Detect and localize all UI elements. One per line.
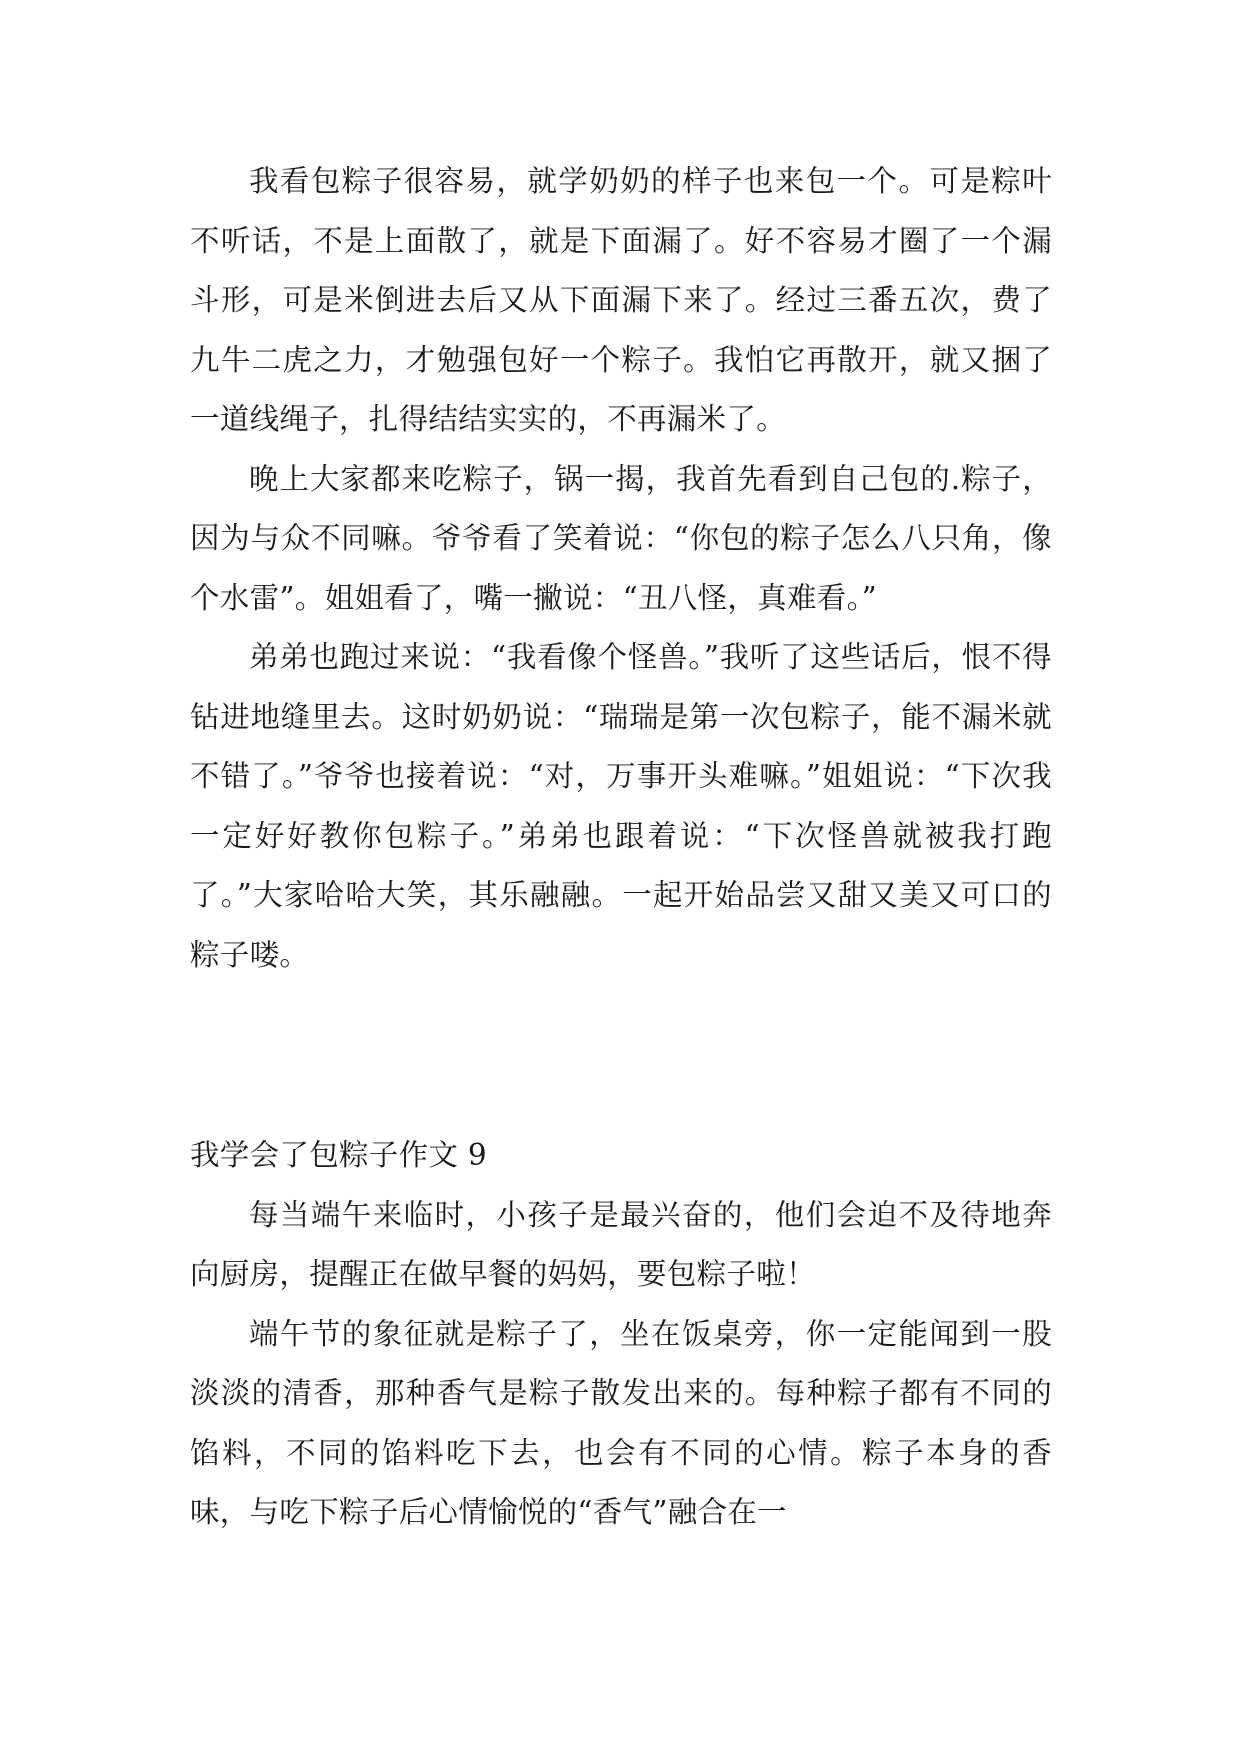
paragraph-wrapping-zongzi: 我看包粽子很容易，就学奶奶的样子也来包一个。可是粽叶不听话，不是上面散了，就是下面漏了。好不容易才圈了一个漏斗形，可是米倒进去后又从下面漏下来了。经过三番五次，费了九牛二虎之力，才勉强包好一个粽子。我怕它再散开，就又捆了一道线绳子，扎得结结实实的，不再漏米了。 [190, 164, 1052, 436]
essay-body-part1 [190, 152, 1052, 985]
essay-body-part2 [190, 1126, 1052, 1543]
paragraph-zongzi-fragrance: 端午节的象征就是粽子了，坐在饭桌旁，你一定能闻到一股淡淡的清香，那种香气是粽子散发出来的。每种粽子都有不同的馅料，不同的馅料吃下去，也会有不同的心情。粽子本身的香味，与吃下粽子后心情愉悦的“香气”融合在一 [190, 1316, 1052, 1529]
paragraph-evening-dinner: 晚上大家都来吃粽子，锅一揭，我首先看到自己包的.粽子，因为与众不同嘛。爷爷看了笑着说：“你包的粽子怎么八只角，像个水雷”。姐姐看了，嘴一撇说：“丑八怪，真难看。” [190, 461, 1052, 615]
paragraph-family-comments: 弟弟也跑过来说：“我看像个怪兽。”我听了这些话后，恨不得钻进地缝里去。这时奶奶说：“瑞瑞是第一次包粽子，能不漏米就不错了。”爷爷也接着说：“对，万事开头难嘛。”姐姐说：“下次我一定好好教你包粽子。”弟弟也跟着说：“下次怪兽就被我打跑了。”大家哈哈大笑，其乐融融。一起开始品尝又甜又美又可口的粽子喽。 [190, 640, 1052, 972]
paragraph-dragon-boat-arrives: 每当端午来临时，小孩子是最兴奋的，他们会迫不及待地奔向厨房，提醒正在做早餐的妈妈，要包粽子啦！ [190, 1197, 1052, 1291]
section-heading: 我学会了包粽子作文 9 [190, 1138, 487, 1172]
